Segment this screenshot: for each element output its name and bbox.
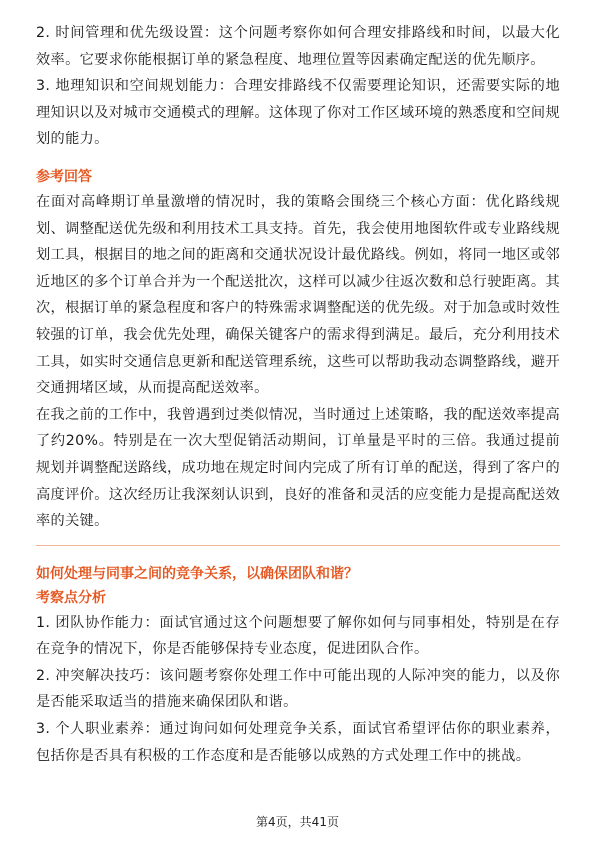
page-number: 第4页，共41页	[256, 815, 339, 829]
analysis-item-teamwork: 1. 团队协作能力：面试官通过这个问题想要了解你如何与同事相处，特别是在存在竞争的情况下，你是否能够保持专业态度，促进团队合作。	[36, 614, 560, 658]
section-divider	[36, 545, 560, 546]
analysis-item-conflict: 2. 冲突解决技巧：该问题考察你处理工作中可能出现的人际冲突的能力，以及你是否能采取适当的措施来确保团队和谐。	[36, 667, 560, 711]
analysis-item-time-management: 2. 时间管理和优先级设置：这个问题考察你如何合理安排路线和时间，以最大化效率。它要求你能根据订单的紧急程度、地理位置等因素确定配送的优先顺序。	[36, 25, 560, 68]
analysis-heading: 考察点分析	[36, 589, 106, 606]
question-heading: 如何处理与同事之间的竞争关系，以确保团队和谐？	[36, 565, 358, 582]
page-content	[36, 20, 560, 769]
analysis-item-professionalism: 3. 个人职业素养：通过询问如何处理竞争关系，面试官希望评估你的职业素养，包括你是否具有积极的工作态度和是否能够以成熟的方式处理工作中的挑战。	[36, 721, 560, 764]
analysis-item-geography: 3. 地理知识和空间规划能力：合理安排路线不仅需要理论知识，还需要实际的地理知识以及对城市交通模式的理解。这体现了你对工作区域环境的熟悉度和空间规划的能力。	[36, 78, 560, 148]
reference-paragraph-experience: 在我之前的工作中，我曾遇到过类似情况，当时通过上述策略，我的配送效率提高了约20%。特别是在一次大型促销活动期间，订单量是平时的三倍。我通过提前规划并调整配送路线，成功地在规定时间内完成了所有订单的配送，得到了客户的高度评价。这次经历让我深刻认识到，良好的准备和灵活的应变能力是提高配送效率的关键。	[36, 406, 560, 530]
reference-answer-heading: 参考回答	[36, 168, 92, 185]
reference-paragraph-strategy: 在面对高峰期订单量激增的情况时，我的策略会围绕三个核心方面：优化路线规划、调整配送优先级和利用技术工具支持。首先，我会使用地图软件或专业路线规划工具，根据目的地之间的距离和交通状况设计最优路线。例如，将同一地区或邻近地区的多个订单合并为一个配送批次，这样可以减少往返次数和总行驶距离。其次，根据订单的紧急程度和客户的特殊需求调整配送的优先级。对于加急或时效性较强的订单，我会优先处理，确保关键客户的需求得到满足。最后，充分利用技术工具，如实时交通信息更新和配送管理系统，这些可以帮助我动态调整路线，避开交通拥堵区域，从而提高配送效率。	[36, 193, 560, 397]
